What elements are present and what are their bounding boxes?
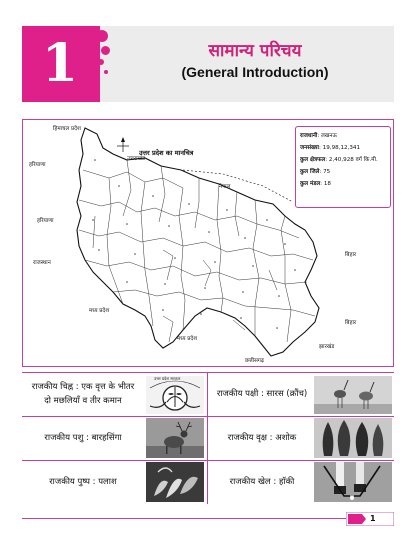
neighbor-label-haryana-mid: हरियाणा	[37, 218, 54, 224]
state-emblem-text	[24, 380, 142, 408]
neighbor-label-mp-west: मध्य प्रदेश	[89, 308, 110, 314]
chapter-title-hindi: सामान्य परिचय	[208, 41, 302, 61]
grid-divider-row-1	[22, 416, 394, 417]
divisions-label: कुल मंडल	[300, 181, 321, 187]
deer-icon	[146, 418, 204, 458]
area-value: : 2,40,928 वर्ग कि.मी.	[325, 157, 378, 163]
ashoka-tree-icon	[314, 418, 392, 458]
state-bird-text: राजकीय पक्षी : सारस (क्रौंच)	[216, 389, 308, 399]
capital-value: : लखनऊ	[317, 133, 337, 139]
state-emblem-line2: दो मछलियाँ व तीर कमान	[44, 396, 122, 406]
neighbor-label-bihar-2: बिहार	[345, 320, 357, 326]
palash-flower-icon	[146, 462, 204, 502]
nepal-border	[183, 170, 293, 202]
state-tree-image	[314, 418, 392, 458]
neighbor-label-rajasthan: राजस्थान	[33, 260, 51, 266]
map-title: उत्तर प्रदेश का मानचित्र	[139, 149, 194, 157]
state-sport-image	[314, 462, 392, 502]
area-label: कुल क्षेत्रफल	[300, 157, 326, 163]
neighbor-label-uttarakhand: उत्तराखंड	[127, 156, 145, 162]
neighbor-label-bihar-1: बिहार	[345, 252, 357, 258]
decorative-bubble-icon	[104, 70, 108, 74]
state-flower-text: राजकीय पुष्प : पलाश	[49, 477, 117, 487]
hockey-icon	[314, 462, 392, 502]
chapter-number: 1	[41, 33, 79, 94]
divisions-line	[300, 178, 386, 190]
state-animal-text: राजकीय पशु : बारहसिंगा	[44, 433, 122, 443]
districts-value: : 75	[319, 169, 331, 175]
state-flower-image	[146, 462, 204, 502]
neighbor-label-haryana-top: हरियाणा	[29, 162, 46, 168]
emblem-caption: उत्तर प्रदेश सरकार	[154, 376, 181, 381]
capital-label: राजधानी	[300, 133, 318, 139]
chapter-title-english: (General Introduction)	[181, 64, 329, 80]
area-line	[300, 154, 386, 166]
population-value: : 19,98,12,341	[319, 145, 361, 151]
sarus-crane-icon	[314, 376, 392, 414]
state-tree-text: राजकीय वृक्ष : अशोक	[227, 433, 297, 443]
neighbor-label-mp-south: मध्य प्रदेश	[177, 336, 198, 342]
grid-divider-top-right	[208, 372, 394, 373]
state-sport-text: राजकीय खेल : हॉकी	[229, 477, 295, 487]
divisions-value: : 18	[320, 181, 331, 187]
state-map-panel	[22, 119, 394, 367]
neighbor-label-chhattisgarh: छत्तीसगढ़	[245, 358, 264, 364]
decorative-bubble-icon	[94, 92, 98, 96]
decorative-bubble-icon	[98, 59, 104, 65]
state-bird-image	[314, 376, 392, 414]
population-label: जनसंख्या	[300, 145, 320, 151]
capital-line	[300, 130, 386, 142]
state-emblem-line1: राजकीय चिह्न : एक वृत्त के भीतर	[31, 382, 135, 392]
state-facts-box	[295, 126, 391, 208]
neighbor-label-himachal: हिमाचल प्रदेश	[53, 126, 81, 132]
state-animal-image	[146, 418, 204, 458]
districts-label: कुल जिले	[300, 169, 320, 175]
grid-divider-top-left	[22, 372, 207, 373]
districts-line	[300, 166, 386, 178]
grid-divider-row-2	[22, 460, 394, 461]
state-emblem-image	[146, 376, 204, 414]
decorative-bubble-icon	[96, 30, 108, 42]
population-line	[300, 142, 386, 154]
grid-divider-vertical	[207, 372, 208, 504]
neighbor-label-nepal: नेपाल	[219, 184, 231, 190]
decorative-bubble-icon	[101, 46, 110, 55]
compass-icon	[117, 137, 129, 152]
page-number: 1	[370, 514, 376, 523]
footer-rule	[22, 518, 366, 519]
neighbor-label-jharkhand: झारखंड	[319, 344, 335, 350]
